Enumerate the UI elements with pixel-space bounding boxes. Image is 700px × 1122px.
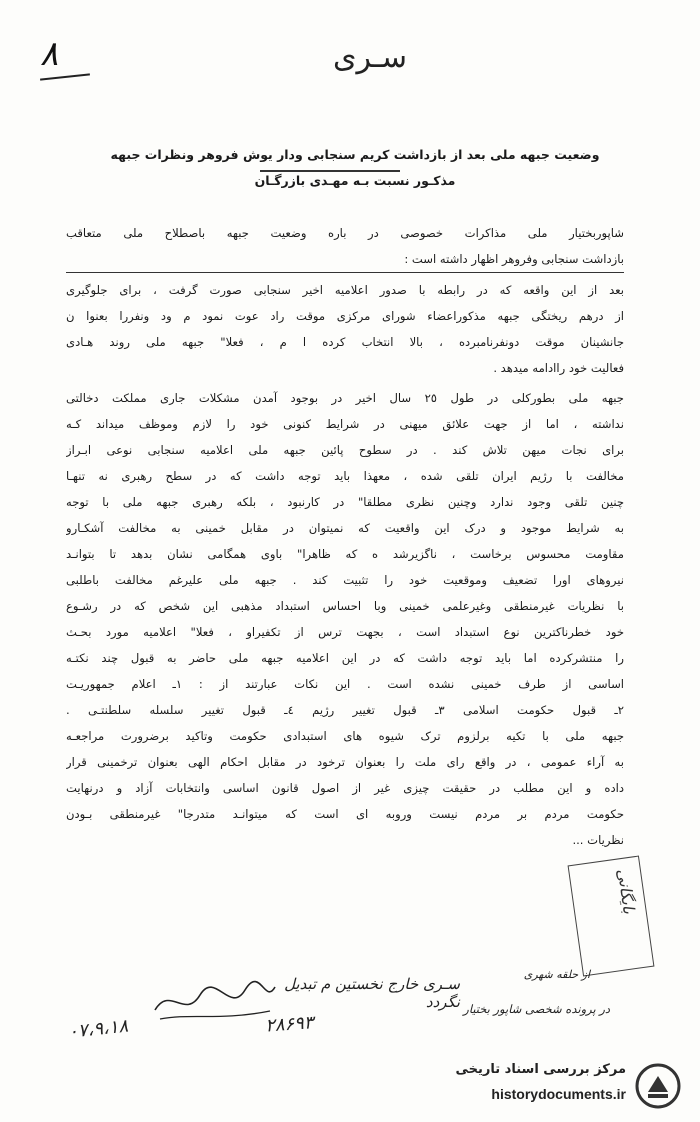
- page-number-underline: [40, 73, 90, 80]
- body-line: نظریات ...: [572, 833, 624, 847]
- body-line: حکومت مردم بر مردم نیست وروبه ای است که میتوانـد متدرجا" غیرمنطقی بـودن: [66, 807, 624, 821]
- classification-heading: سـری: [333, 40, 407, 75]
- body-line: جبهه ملی بطورکلی در طول ٢٥ سال اخیر در بوجود آمدن مشکلات جاری مملکت دخالتی: [66, 391, 624, 405]
- handwritten-note-bottom: در پرونده شخصی شاپور بختیار: [463, 1002, 610, 1016]
- watermark-title: مرکز بررسی اسناد تاریخی: [455, 1062, 626, 1077]
- subject-heading: [90, 142, 620, 194]
- archive-stamp: [568, 856, 655, 977]
- body-line: داده و این مطلب در حقیقت چیزی غیر از اصول قانون اساسی وانتخابات آزاد و درنهایت: [66, 781, 624, 795]
- body-line: جبهه ملی با تکیه برلزوم ترک شیوه های استبدادی حکومت وتاکید برضرورت مراجعـه: [66, 729, 624, 743]
- body-line: را منتشرکرده اما باید توجه داشت که در این اعلامیه جبهه ملی حاضر به قبول چند نکتـه: [66, 651, 624, 665]
- body-line: اساسی از طرف خمینی نشده است . این نکات عبارتند از : ١ـ اعلام جمهوریـت: [66, 677, 624, 691]
- body-line: ٢ـ قبول حکومت اسلامی ٣ـ قبول تغییر رژیم ٤ـ قبول تغییر سلسله سلطنتـی .: [66, 703, 624, 717]
- body-line: شاپوربختیار ملی مذاکرات خصوصی در باره وضعیت جبهه باصطلاح ملی متعاقب: [66, 226, 624, 240]
- body-line: بعد از این واقعه که در رابطه با صدور اعلامیه اخیر سنجابی صورت گرفت ، برای جلوگیری: [66, 283, 624, 297]
- watermark: [410, 1062, 690, 1112]
- body-line: به شرایط موجود و درک این واقعیت که نمیتوان در مقابل خمینی به مخالفت آشکـارو: [66, 521, 624, 535]
- body-line: نیروهای اورا تضعیف وموقعیت خود را تثبیت کند . جبهه ملی علیرغم مخالفت باطلبی: [66, 573, 624, 587]
- body-line: فعالیت خود راادامه میدهد .: [493, 361, 624, 375]
- watermark-url: historydocuments.ir: [491, 1086, 626, 1102]
- subject-line-1: وضعیت جبهه ملی بعد از بازداشت کریم سنجابی ودار یوش فروهر ونظرات جبهه: [110, 147, 600, 162]
- archive-number: ۰۷،۹،۱۸: [67, 1015, 130, 1043]
- body-line: چنین تلقی وجود ندارد وچنین نظری مطلقا" در کارنبود ، بلکه رهبری جبهه ملی با توجه: [66, 495, 624, 509]
- handwritten-note-top: از حلقه شهری: [523, 968, 590, 981]
- body-line: مخالفت با رژیم ایران تلقی شده ، معهذا باید توجه داشت که در سطح رهبری نه تنهـا: [66, 469, 624, 483]
- page-number: ٨: [40, 34, 59, 74]
- footer-classification-note: سـری خارج نخستین م تبدیل نگردد: [284, 975, 460, 1011]
- document-body: [66, 220, 624, 853]
- body-line: جانشینان موقت دونفرنامبرده ، بالا انتخاب کرده ا م ، فعلا" جبهه ملی روند هـادی: [66, 335, 624, 349]
- body-line: خود خطرناکترین نوع استبداد است ، بجهت ترس از تکفیراو ، فعلا" اعلامیه مورد بحـث: [66, 625, 624, 639]
- body-line: مقاومت محسوس برخاست ، ناگزیرشد ه که ظاهرا" باوی همگامی نشان بدهد تا بتوانـد: [66, 547, 624, 561]
- stamp-text: بایگانی: [613, 867, 639, 916]
- body-line: با نظریات غیرمنطقی وغیرعلمی خمینی وبا احساس استبداد مذهبی این شخص که در رشـوع: [66, 599, 624, 613]
- archive-logo-icon: [634, 1062, 682, 1110]
- subject-underline: [260, 170, 400, 172]
- body-line: برای نجات میهن تلاش کند . در سطوح پائین جبهه ملی اعلامیه سنجابی نوعی ابـراز: [66, 443, 624, 457]
- body-line: بازداشت سنجابی وفروهر اظهار داشته است :: [66, 246, 624, 273]
- body-line: از درهم ریختگی جبهه مذکوراعضاء شورای مرکزی موقت راد عوت نمود م ود ونفررا بعنوا ن: [66, 309, 624, 323]
- body-line: نداشته ، اما از جهت علائق میهنی در شرایط کنونی خود را لازم وموظف میداند کـه: [66, 417, 624, 431]
- subject-line-2: مذکـور نسبت بـه مهـدی بازرگـان: [254, 173, 456, 188]
- document-code: ۲۸۶۹۳: [264, 1012, 315, 1037]
- body-line: به آراء عمومی ، در واقع رای ملت را بعنوان ترخود در مقابل احکام الهی بعنوان ترخمینی قرار: [66, 755, 624, 769]
